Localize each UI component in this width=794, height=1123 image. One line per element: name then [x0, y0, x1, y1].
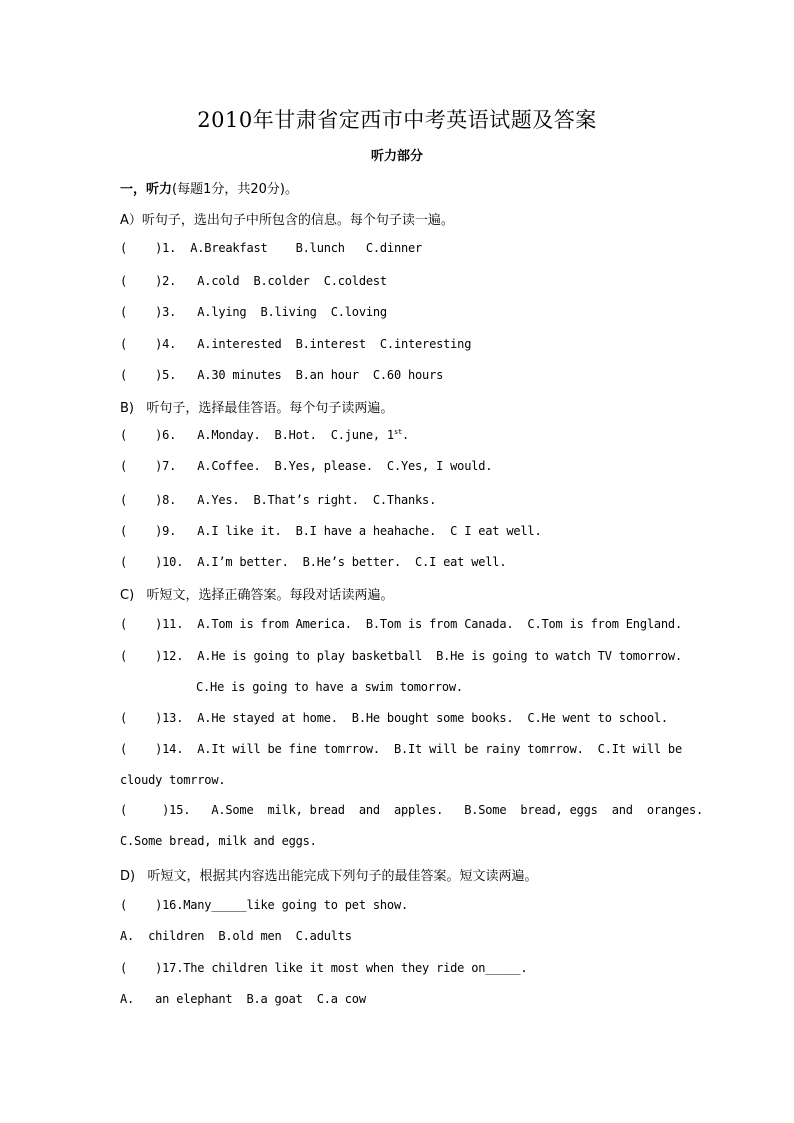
question-9: ( )9. A.I like it. B.I have a heahache. C I eat well. [120, 524, 542, 538]
section-label: 一，听力 [120, 182, 173, 197]
question-17-options: A. an elephant B.a goat C.a cow [120, 992, 366, 1006]
question-16: ( )16.Many_____like going to pet show. [120, 898, 409, 912]
part-b-instruction: B) 听句子，选择最佳答语。每个句子读两遍。 [120, 401, 394, 416]
question-6-end: . [402, 428, 410, 442]
question-8: ( )8. A.Yes. B.That’s right. C.Thanks. [120, 493, 437, 507]
question-6 [120, 428, 409, 442]
question-14-continued: cloudy tomrrow. [120, 773, 226, 787]
question-15: ( )15. A.Some milk, bread and apples. B.Some bread, eggs and oranges. [120, 803, 704, 817]
question-10: ( )10. A.I’m better. B.He’s better. C.I eat well. [120, 555, 507, 569]
question-4: ( )4. A.interested B.interest C.interesting [120, 337, 472, 351]
question-15-continued: C.Some bread, milk and eggs. [120, 834, 317, 848]
question-16-options: A. children B.old men C.adults [120, 929, 352, 943]
question-12: ( )12. A.He is going to play basketball B.He is going to watch TV tomorrow. [120, 649, 682, 663]
question-5: ( )5. A.30 minutes B.an hour C.60 hours [120, 368, 444, 382]
question-1: ( )1. A.Breakfast B.lunch C.dinner [120, 241, 423, 255]
question-12-continued: C.He is going to have a swim tomorrow. [196, 680, 463, 694]
question-7: ( )7. A.Coffee. B.Yes, please. C.Yes, I would. [120, 459, 493, 473]
part-d-instruction: D) 听短文，根据其内容选出能完成下列句子的最佳答案。短文读两遍。 [120, 869, 538, 884]
question-13: ( )13. A.He stayed at home. B.He bought some books. C.He went to school. [120, 711, 668, 725]
question-14: ( )14. A.It will be fine tomrrow. B.It will be rainy tomrrow. C.It will be [120, 742, 682, 756]
question-17: ( )17.The children like it most when they ride on_____. [120, 961, 528, 975]
section-scoring: (每题1分，共20分)。 [172, 182, 298, 197]
question-6-text: ( )6. A.Monday. B.Hot. C.june, 1 [120, 428, 394, 442]
part-c-instruction: C) 听短文，选择正确答案。每段对话读两遍。 [120, 588, 394, 603]
question-6-sup: st [393, 428, 402, 436]
page-title: 2010年甘肃省定西市中考英语试题及答案 [197, 108, 597, 132]
section-subtitle: 听力部分 [370, 149, 423, 164]
section-heading [120, 178, 298, 197]
question-3: ( )3. A.lying B.living C.loving [120, 305, 387, 319]
part-a-instruction: A）听句子，选出句子中所包含的信息。每个句子读一遍。 [120, 213, 454, 228]
question-11: ( )11. A.Tom is from America. B.Tom is from Canada. C.Tom is from England. [120, 617, 682, 631]
question-2: ( )2. A.cold B.colder C.coldest [120, 274, 387, 288]
